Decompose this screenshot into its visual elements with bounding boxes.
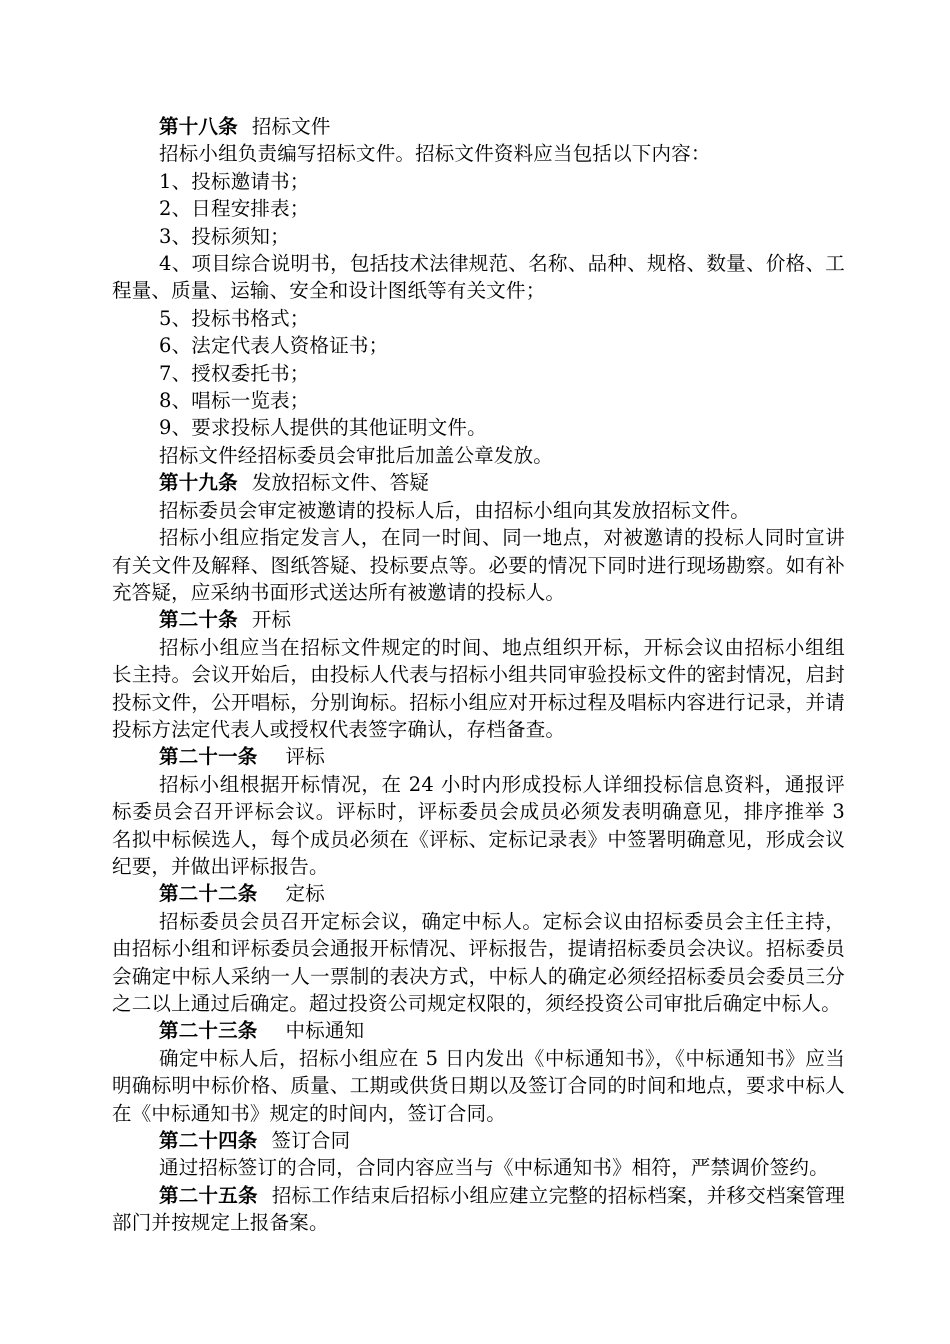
list-item: 2、日程安排表；	[159, 197, 310, 221]
article-19-paragraph-2: 招标小组应指定发言人，在同一时间、同一地点，对被邀请的投标人同时宣讲有关文件及解释、图纸答疑、投标要点等。必要的情况下同时进行现场勘察。如有补充答疑，应采纳书面形式送达所有被邀请的投标人。	[112, 526, 845, 604]
article-22-heading	[112, 880, 845, 907]
document-page	[112, 113, 845, 1237]
list-item: 9、要求投标人提供的其他证明文件。	[159, 416, 487, 440]
article-title: 评标	[285, 745, 325, 769]
list-item: 5、投标书格式；	[159, 306, 310, 330]
article-number: 第二十一条	[159, 745, 258, 769]
article-title: 签订合同	[271, 1129, 351, 1153]
article-text: 招标工作结束后招标小组应建立完整的招标档案，并移交档案管理部门并按规定上报备案。	[112, 1183, 845, 1235]
article-19-paragraph-1: 招标委员会审定被邀请的投标人后，由招标小组向其发放招标文件。	[159, 498, 751, 522]
article-number: 第二十三条	[159, 1019, 258, 1043]
article-number: 第二十五条	[159, 1183, 258, 1207]
article-number: 第十九条	[159, 471, 238, 495]
list-item: 4、项目综合说明书，包括技术法律规范、名称、品种、规格、数量、价格、工程量、质量、运输、安全和设计图纸等有关文件；	[112, 252, 845, 303]
article-title: 招标文件	[251, 115, 331, 138]
article-18-closing: 招标文件经招标委员会审批后加盖公章发放。	[159, 443, 554, 467]
article-title: 开标	[251, 608, 292, 632]
article-number: 第二十四条	[159, 1129, 258, 1153]
article-number: 第十八条	[159, 115, 238, 138]
article-18-heading	[112, 113, 845, 140]
list-item: 8、唱标一览表；	[159, 389, 310, 413]
article-title: 发放招标文件、答疑	[251, 471, 430, 495]
article-number: 第二十条	[159, 608, 238, 632]
article-title: 中标通知	[285, 1019, 365, 1043]
article-22-paragraph: 招标委员会员召开定标会议，确定中标人。定标会议由招标委员会主任主持，由招标小组和评标委员会通报开标情况、评标报告，提请招标委员会决议。招标委员会确定中标人采纳一人一票制的表决方式，中标人的确定必须经招标委员会委员三分之二以上通过后确定。超过投资公司规定权限的，须经投资公司审批后确定中标人。	[112, 909, 845, 1015]
article-20-heading	[112, 606, 845, 633]
article-21-paragraph: 招标小组根据开标情况，在 24 小时内形成投标人详细投标信息资料，通报评标委员会召开评标会议。评标时，评标委员会成员必须发表明确意见，排序推举 3 名拟中标候选人，每个成员必须在《评标、定标记录表》中签署明确意见，形成会议纪要，并做出评标报告。	[112, 772, 845, 878]
article-20-paragraph: 招标小组应当在招标文件规定的时间、地点组织开标，开标会议由招标小组组长主持。会议开始后，由投标人代表与招标小组共同审验投标文件的密封情况，启封投标文件，公开唱标，分别询标。招标小组应对开标过程及唱标内容进行记录，并请投标方法定代表人或授权代表签字确认，存档备查。	[112, 635, 845, 741]
article-title: 定标	[285, 882, 325, 906]
article-24-heading	[112, 1127, 845, 1154]
list-item: 1、投标邀请书；	[159, 169, 310, 193]
article-18-intro: 招标小组负责编写招标文件。招标文件资料应当包括以下内容：	[159, 142, 711, 166]
article-23-heading	[112, 1017, 845, 1044]
list-item: 7、授权委托书；	[159, 361, 310, 385]
article-25-paragraph	[112, 1182, 845, 1237]
article-24-paragraph: 通过招标签订的合同，合同内容应当与《中标通知书》相符，严禁调价签约。	[159, 1156, 829, 1180]
article-number: 第二十二条	[159, 882, 258, 906]
article-19-heading	[112, 469, 845, 496]
list-item: 3、投标须知；	[159, 224, 290, 248]
article-23-paragraph: 确定中标人后，招标小组应在 5 日内发出《中标通知书》，《中标通知书》应当明确标明中标价格、质量、工期或供货日期以及签订合同的时间和地点，要求中标人在《中标通知书》规定的时间内，签订合同。	[112, 1046, 845, 1125]
article-21-heading	[112, 743, 845, 770]
list-item: 6、法定代表人资格证书；	[159, 334, 389, 358]
